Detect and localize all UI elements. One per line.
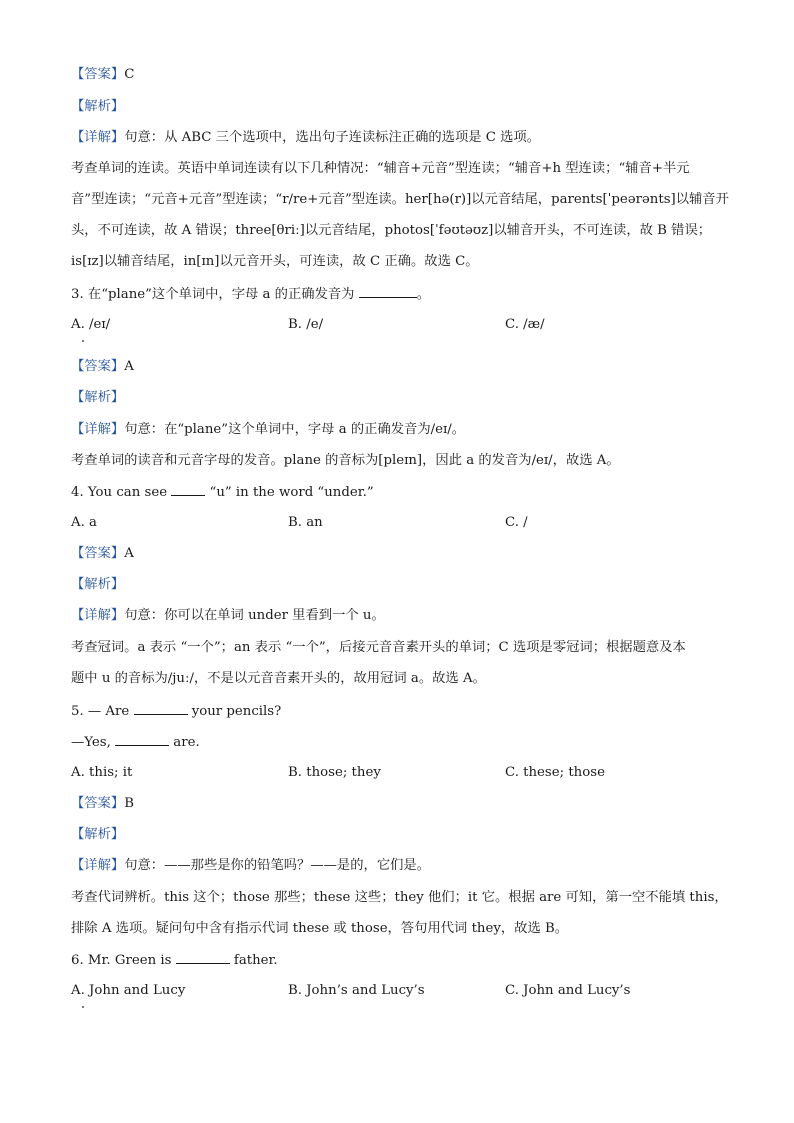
detail-tag: 【详解】 (71, 130, 125, 145)
analysis-heading: 【解析】 (71, 99, 125, 114)
question-reply (71, 733, 200, 752)
detail-tag: 【详解】 (71, 422, 125, 437)
option-b: B. /e/ (288, 317, 324, 332)
question-stem (71, 483, 374, 502)
stem-text: 5. — Are (71, 704, 134, 719)
answer-blank (115, 733, 169, 746)
detail-text: 句意：从 ABC 三个选项中，选出句子连读标注正确的选项是 C 选项。 (124, 130, 541, 145)
question-stem (71, 951, 278, 970)
option-b: B. those; they (288, 765, 381, 780)
explanation-text: 音”型连读；“元音+元音”型连读；“r/re+元音”型连读。her[hə(r)]以元音结尾，parents[ˈpeərənts]以辅音开 (71, 192, 729, 207)
answer-tag: 【答案】 (71, 796, 125, 811)
answer-value: A (124, 359, 134, 374)
option-a: A. a (71, 515, 97, 530)
answer-blank (171, 483, 205, 496)
answer-blank (359, 285, 417, 298)
analysis-heading: 【解析】 (71, 827, 125, 842)
analysis-heading: 【解析】 (71, 390, 125, 405)
stem-text: 6. Mr. Green is (71, 953, 176, 968)
stray-mark (82, 340, 84, 342)
answer-value: C (124, 67, 135, 82)
detail-text: 句意：你可以在单词 under 里看到一个 u。 (124, 608, 385, 623)
stem-text: 4. You can see (71, 485, 172, 500)
detail-tag: 【详解】 (71, 858, 125, 873)
answer-tag: 【答案】 (71, 546, 125, 561)
option-b: B. an (288, 515, 323, 530)
explanation-text: 头，不可连读，故 A 错误；three[θriː]以元音结尾，photos[ˈfəʊtəʊz]以辅音开头，不可连读，故 B 错误； (71, 223, 712, 238)
detail-line (71, 129, 540, 147)
answer-line (71, 66, 134, 84)
detail-line (71, 607, 385, 625)
stem-text: your pencils? (187, 704, 282, 719)
option-c: C. these; those (505, 765, 605, 780)
option-c: C. / (505, 515, 528, 530)
answer-value: A (124, 546, 134, 561)
explanation-text: 排除 A 选项。疑问句中含有指示代词 these 或 those，答句用代词 they，故选 B。 (71, 921, 569, 936)
explanation-text: 题中 u 的音标为/juː/，不是以元音音素开头的，故用冠词 a。故选 A。 (71, 671, 486, 686)
stem-text: “u” in the word “under.” (205, 485, 374, 500)
answer-tag: 【答案】 (71, 67, 125, 82)
explanation-text: 考查单词的读音和元音字母的发音。plane 的音标为[pleɪn]，因此 a 的发音为/eɪ/，故选 A。 (71, 453, 620, 468)
explanation-text: 考查冠词。a 表示 “一个”；an 表示 “一个”，后接元音音素开头的单词；C 选项是零冠词；根据题意及本 (71, 640, 686, 655)
detail-line (71, 421, 465, 439)
explanation-text: is[ɪz]以辅音结尾，in[ɪn]以元音开头，可连读，故 C 正确。故选 C。 (71, 254, 479, 269)
explanation-text: 考查单词的连读。英语中单词连读有以下几种情况：“辅音+元音”型连读；“辅音+h 型连读；“辅音+半元 (71, 161, 690, 176)
option-a: A. John and Lucy (71, 983, 186, 998)
question-stem (71, 702, 281, 721)
detail-tag: 【详解】 (71, 608, 125, 623)
stem-text: —Yes, (71, 735, 116, 750)
stem-text: 3. 在“plane”这个单词中，字母 a 的正确发音为 (71, 287, 359, 302)
answer-blank (134, 702, 188, 715)
question-stem (71, 285, 430, 304)
detail-text: 句意：在“plane”这个单词中，字母 a 的正确发音为/eɪ/。 (124, 422, 466, 437)
option-c: C. /æ/ (505, 317, 545, 332)
detail-line (71, 857, 430, 875)
answer-blank (176, 951, 230, 964)
answer-value: B (124, 796, 134, 811)
option-a: A. this; it (71, 765, 133, 780)
detail-text: 句意：——那些是你的铅笔吗？——是的，它们是。 (124, 858, 431, 873)
answer-tag: 【答案】 (71, 359, 125, 374)
option-a: A. /eɪ/ (71, 317, 111, 332)
answer-line (71, 358, 134, 376)
stem-text: are. (169, 735, 200, 750)
answer-line (71, 795, 134, 813)
stem-text: father. (229, 953, 278, 968)
analysis-heading: 【解析】 (71, 577, 125, 592)
option-c: C. John and Lucy’s (505, 983, 631, 998)
answer-line (71, 545, 134, 563)
explanation-text: 考查代词辨析。this 这个；those 那些；these 这些；they 他们；it 它。根据 are 可知，第一空不能填 this， (71, 890, 728, 905)
option-b: B. John’s and Lucy’s (288, 983, 425, 998)
stem-text: 。 (416, 287, 430, 302)
stray-mark (82, 1006, 84, 1008)
